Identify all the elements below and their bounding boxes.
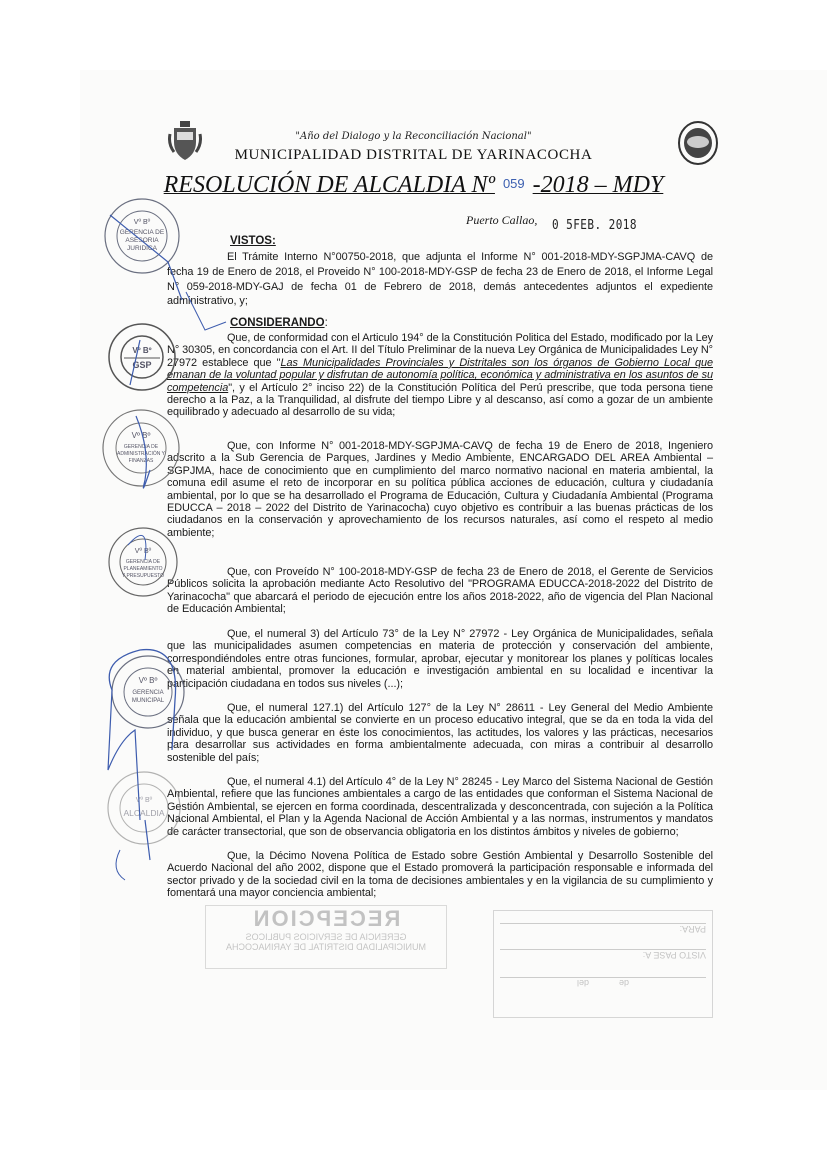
stamp-line: GSP <box>132 360 152 370</box>
stamp-line: ALCALDIA <box>123 808 165 818</box>
stamp-line: GERENCIA DE <box>119 229 165 236</box>
reverse-para: PARA: <box>500 923 706 934</box>
reverse-del: del <box>576 978 589 988</box>
reverse-visto: VISTO PASE A: <box>500 949 706 960</box>
stamp-line: PLANEAMIENTO <box>123 566 163 572</box>
stamp-line: GERENCIA <box>132 690 164 696</box>
considerando-paragraph-3: Que, con Proveído N° 100-2018-MDY-GSP de fecha 23 de Enero de 2018, el Gerente de Servicios Públicos solicita la aprobación mediante Acto Resolutivo del "PROGRAMA EDUCCA-2018-2022 del Distrito de Yarinacocha" que abarcará el periodo de ejecución entre los años 2018-2022, año de vigencia del Plan Nacional de Educación Ambiental; <box>167 566 713 616</box>
resolution-title <box>0 172 827 199</box>
considerando-paragraph-7: Que, la Décimo Novena Política de Estado sobre Gestión Ambiental y Desarrollo Sostenible del Acuerdo Nacional del año 2002, dispone que el Estado promoverá la participación responsable e informada del sector privado y de la sociedad civil en la toma de decisiones ambientales y en la vigilancia de su cumplimiento y fomentará una mayor conciencia ambiental; <box>167 850 713 900</box>
stamp-vb: Vº Bº <box>135 797 153 804</box>
year-motto: "Año del Dialogo y la Reconciliación Nacional" <box>295 131 532 142</box>
stamp-line: FINANZAS <box>128 458 154 464</box>
considerando-label: CONSIDERANDO <box>230 317 325 329</box>
p1-text-b: ", y el Artículo 2° inciso 22) de la Constitución Política del Perú prescribe, que toda persona tiene derecho a la Paz, a la Tranquilidad, al disfrute del tiempo Libre y al descanso, así como a gozar de un ambiente equilibrado y adecuado al desarrollo de su vida; <box>167 381 713 419</box>
reverse-line-2: MUNICIPALIDAD DISTRITAL DE YARINACOCHA <box>225 942 427 952</box>
stamp-vb: Vº Bº <box>134 548 152 555</box>
stamp-gsp <box>104 322 180 392</box>
stamp-vb: Vº Bº <box>131 431 151 440</box>
place-label: Puerto Callao, <box>466 213 538 227</box>
title-prefix: RESOLUCIÓN DE ALCALDIA Nº <box>163 172 495 198</box>
considerando-paragraph-4: Que, el numeral 3) del Artículo 73° de la Ley N° 27972 - Ley Orgánica de Municipalidades, señala que las municipalidades asumen competencias en materia de protección y conservación del ambiente, correspondiéndoles entre otras funciones, formular, aprobar, ejecutar y monitorear los planes y políticas locales en material ambiental, promover la educación e investigación ambiental en su localidad e incentivar la participación ciudadana en todos sus niveles (...); <box>167 628 713 690</box>
stamp-gerencia-municipal <box>108 654 188 730</box>
stamp-alcaldia <box>104 770 184 846</box>
stamp-vb: Vº Bº <box>132 346 152 355</box>
stamp-administracion-finanzas <box>100 408 182 488</box>
p1-text-a: Que, de conformidad con el Articulo 194° de la Constitución Politica del Estado, modificado por la Ley N° 30305, en concordancia con el Art. II del Título Preliminar de la nueva Ley Orgánica de Municipalidades Ley N° 27972 establece que " <box>167 332 713 369</box>
stamp-line: JURIDICA <box>127 245 157 252</box>
heading-colon: : <box>324 317 328 329</box>
p1-quote: Las Municipalidades Provinciales y Distritales son los órganos de Gobierno Local que emanan de la voluntad popular y disfrutan de autonomía política, económica y administrativa en los asuntos de su competencia <box>167 356 713 394</box>
stamp-line: GERENCIA DE <box>125 559 161 565</box>
title-suffix: -2018 – MDY <box>532 172 664 198</box>
resolution-number: 059 <box>502 176 525 191</box>
municipality-name: MUNICIPALIDAD DISTRITAL DE YARINACOCHA <box>234 147 593 163</box>
reverse-de: de <box>619 978 630 988</box>
stamp-vb: Vº Bº <box>133 219 151 226</box>
vistos-heading: VISTOS: <box>230 235 276 247</box>
reverse-line-1: GERENCIA DE SERVICIOS PUBLICOS <box>245 932 407 942</box>
considerando-paragraph-6: Que, el numeral 4.1) del Artículo 4° de la Ley N° 28245 - Ley Marco del Sistema Nacional de Gestión Ambiental, refiere que las funciones ambientales a cargo de las entidades que conforman el Sistema Nacional de Gestión Ambiental, se ejercen en forma coordinada, descentralizada y desconcentrada, con sujeción a la Política Nacional Ambiental, el Plan y la Agenda Nacional de Acción Ambiental y a las normas, instrumentos y mandatos de carácter transectorial, que son de observancia obligatoria en los distintos ámbitos y niveles de gobierno; <box>167 776 713 838</box>
vistos-paragraph: El Trámite Interno N°00750-2018, que adjunta el Informe N° 001-2018-MDY-SGPJMA-CAVQ de fecha 19 de Enero de 2018, el Proveido N° 100-2018-MDY-GSP de fecha 23 de Enero de 2018, el Informe Legal N° 059-2018-MDY-GAJ de fecha 01 de Febrero de 2018, demás antecedentes adjuntos el expediente administrativo, y; <box>167 251 713 308</box>
stamp-line: Y PRESUPUESTO <box>121 573 165 579</box>
reverse-reception-stamp <box>205 905 447 969</box>
considerando-paragraph-1 <box>167 332 713 419</box>
reverse-title: RECEPCION <box>251 906 401 931</box>
stamp-vb: Vº Bº <box>138 676 158 685</box>
stamp-asesoria-juridica <box>102 196 182 276</box>
considerando-heading <box>230 317 328 329</box>
stamp-line: ASESORIA <box>125 237 159 244</box>
stamp-line: ADMINISTRACIÓN Y <box>117 451 165 457</box>
date-stamp: 0 5FEB. 2018 <box>552 218 637 233</box>
reverse-date-line <box>500 977 706 988</box>
reverse-routing-stamp <box>493 910 713 1018</box>
considerando-paragraph-2: Que, con Informe N° 001-2018-MDY-SGPJMA-CAVQ de fecha 19 de Enero de 2018, Ingeniero adscrito a la Sub Gerencia de Parques, Jardines y Medio Ambiente, ENCARGADO DEL AREA Ambiental – SGPJMA, hace de conocimiento que en cumplimiento del marco normativo nacional en materia ambiental, la comuna edil asume el reto de incorporar en su política pública acciones de educación, cultura y ciudadanía ambiental, por lo que se ha desarrollado el Programa de Educación, Cultura y Ciudadanía Ambiental (Programa EDUCCA – 2018 – 2022 del Distrito de Yarinacocha) cuyo objetivo es contribuir a las buenas prácticas de los ciudadanos en la conservación y aprovechamiento de los recursos naturales, así como el respeto al medio ambiente; <box>167 440 713 539</box>
stamp-planeamiento <box>104 526 182 598</box>
stamp-line: MUNICIPAL <box>131 698 165 704</box>
stamp-line: GERENCIA DE <box>123 444 159 450</box>
considerando-paragraph-5: Que, el numeral 127.1) del Artículo 127° de la Ley N° 28611 - Ley General del Medio Ambiente señala que la educación ambiental se convierte en un proceso educativo integral, que se da en toda la vida del individuo, y que busca generar en éste los conocimientos, las actitudes, los valores y las prácticas, necesarios para desarrollar sus actividades en forma ambientalmente adecuada, con miras a contribuir al desarrollo sostenible del país; <box>167 702 713 764</box>
